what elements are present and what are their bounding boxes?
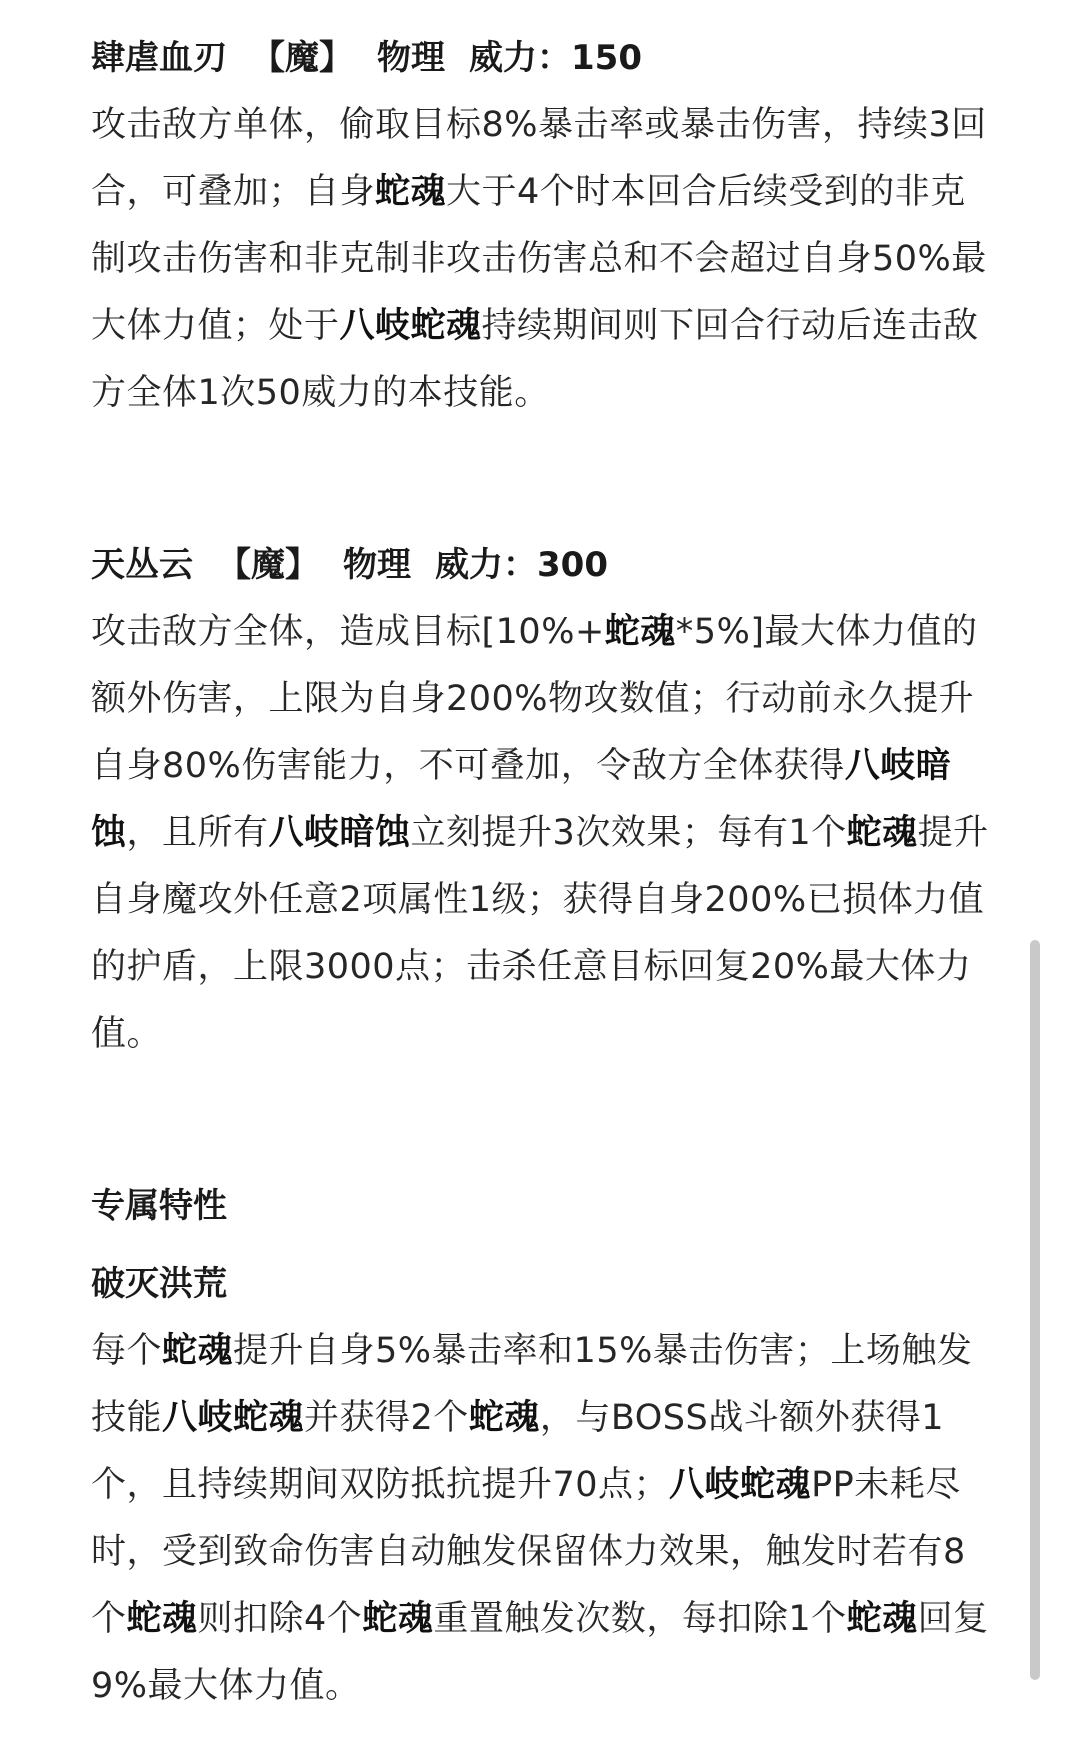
- keyword: 八岐蛇魂: [162, 1398, 305, 1438]
- section-title: 专属特性: [91, 1186, 227, 1226]
- keyword: 八岐暗蚀: [268, 813, 411, 853]
- text-segment: 提升自身魔攻外任意2项属性1级；获得自身200%已损体力值的护盾，上限3000点；击杀任意目标回复20%最大体力值。: [91, 813, 989, 1054]
- skill-power-label: 威力：: [469, 38, 571, 78]
- skill-description: [91, 599, 1001, 1068]
- skill-type: 物理: [377, 38, 445, 78]
- keyword: 八岐暗蚀: [91, 746, 952, 853]
- scrollbar-thumb[interactable]: [1030, 940, 1040, 1680]
- text-segment: 提升自身5%暴击率和15%暴击伤害；上场触发技能: [91, 1331, 973, 1438]
- keyword: 蛇魂: [604, 612, 676, 652]
- keyword: 蛇魂: [126, 1599, 198, 1639]
- skill-block: [91, 30, 1001, 427]
- text-segment: 则扣除4个: [197, 1599, 363, 1639]
- text-segment: PP未耗尽时，受到致命伤害自动触发保留体力效果，触发时若有8个: [91, 1465, 966, 1639]
- article-content: [91, 30, 1001, 1720]
- text-segment: 每个: [91, 1331, 163, 1371]
- keyword: 蛇魂: [362, 1599, 434, 1639]
- text-segment: *5%]最大体力值的额外伤害，上限为自身200%物攻数值；行动前永久提升自身80%伤害能力，不可叠加，令敌方全体获得: [91, 612, 978, 786]
- text-segment: 立刻提升3次效果；每有1个: [410, 813, 847, 853]
- keyword: 八岐蛇魂: [669, 1465, 812, 1505]
- keyword: 蛇魂: [846, 813, 918, 853]
- keyword: 蛇魂: [846, 1599, 918, 1639]
- skill-power-label: 威力：: [435, 545, 537, 585]
- exclusive-trait-section: [91, 1178, 1001, 1720]
- text-segment: 大于4个时本回合后续受到的非克制攻击伤害和非克制非攻击伤害总和不会超过自身50%最大体力值；处于: [91, 172, 987, 346]
- text-segment: ，且所有: [126, 813, 269, 853]
- text-segment: 并获得2个: [304, 1398, 469, 1438]
- skill-title: [91, 30, 1001, 86]
- text-segment: 持续期间则下回合行动后连击敌方全体1次50威力的本技能。: [91, 306, 979, 413]
- keyword: 蛇魂: [162, 1331, 234, 1371]
- keyword: 蛇魂: [375, 172, 447, 212]
- skill-name: 天丛云: [91, 545, 193, 585]
- text-segment: ，与BOSS战斗额外获得1个，且持续期间双防抵抗提升70点；: [91, 1398, 944, 1505]
- keyword: 蛇魂: [468, 1398, 540, 1438]
- text-segment: 攻击敌方单体，偷取目标8%暴击率或暴击伤害，持续3回合，可叠加；自身: [91, 105, 987, 212]
- skill-type: 物理: [343, 545, 411, 585]
- skill-power: 300: [537, 545, 608, 585]
- text-segment: 攻击敌方全体，造成目标[10%+: [91, 612, 605, 652]
- keyword: 八岐蛇魂: [339, 306, 482, 346]
- trait-description: [91, 1318, 1001, 1720]
- skill-tag: 【魔】: [251, 38, 353, 78]
- skill-description: [91, 92, 1001, 427]
- skill-power: 150: [571, 38, 642, 78]
- trait-name: 破灭洪荒: [91, 1264, 227, 1304]
- skill-block: [91, 537, 1001, 1068]
- skill-tag: 【魔】: [217, 545, 319, 585]
- text-segment: 回复9%最大体力值。: [91, 1599, 989, 1706]
- skill-name: 肆虐血刃: [91, 38, 227, 78]
- skill-title: [91, 537, 1001, 593]
- text-segment: 重置触发次数，每扣除1个: [433, 1599, 847, 1639]
